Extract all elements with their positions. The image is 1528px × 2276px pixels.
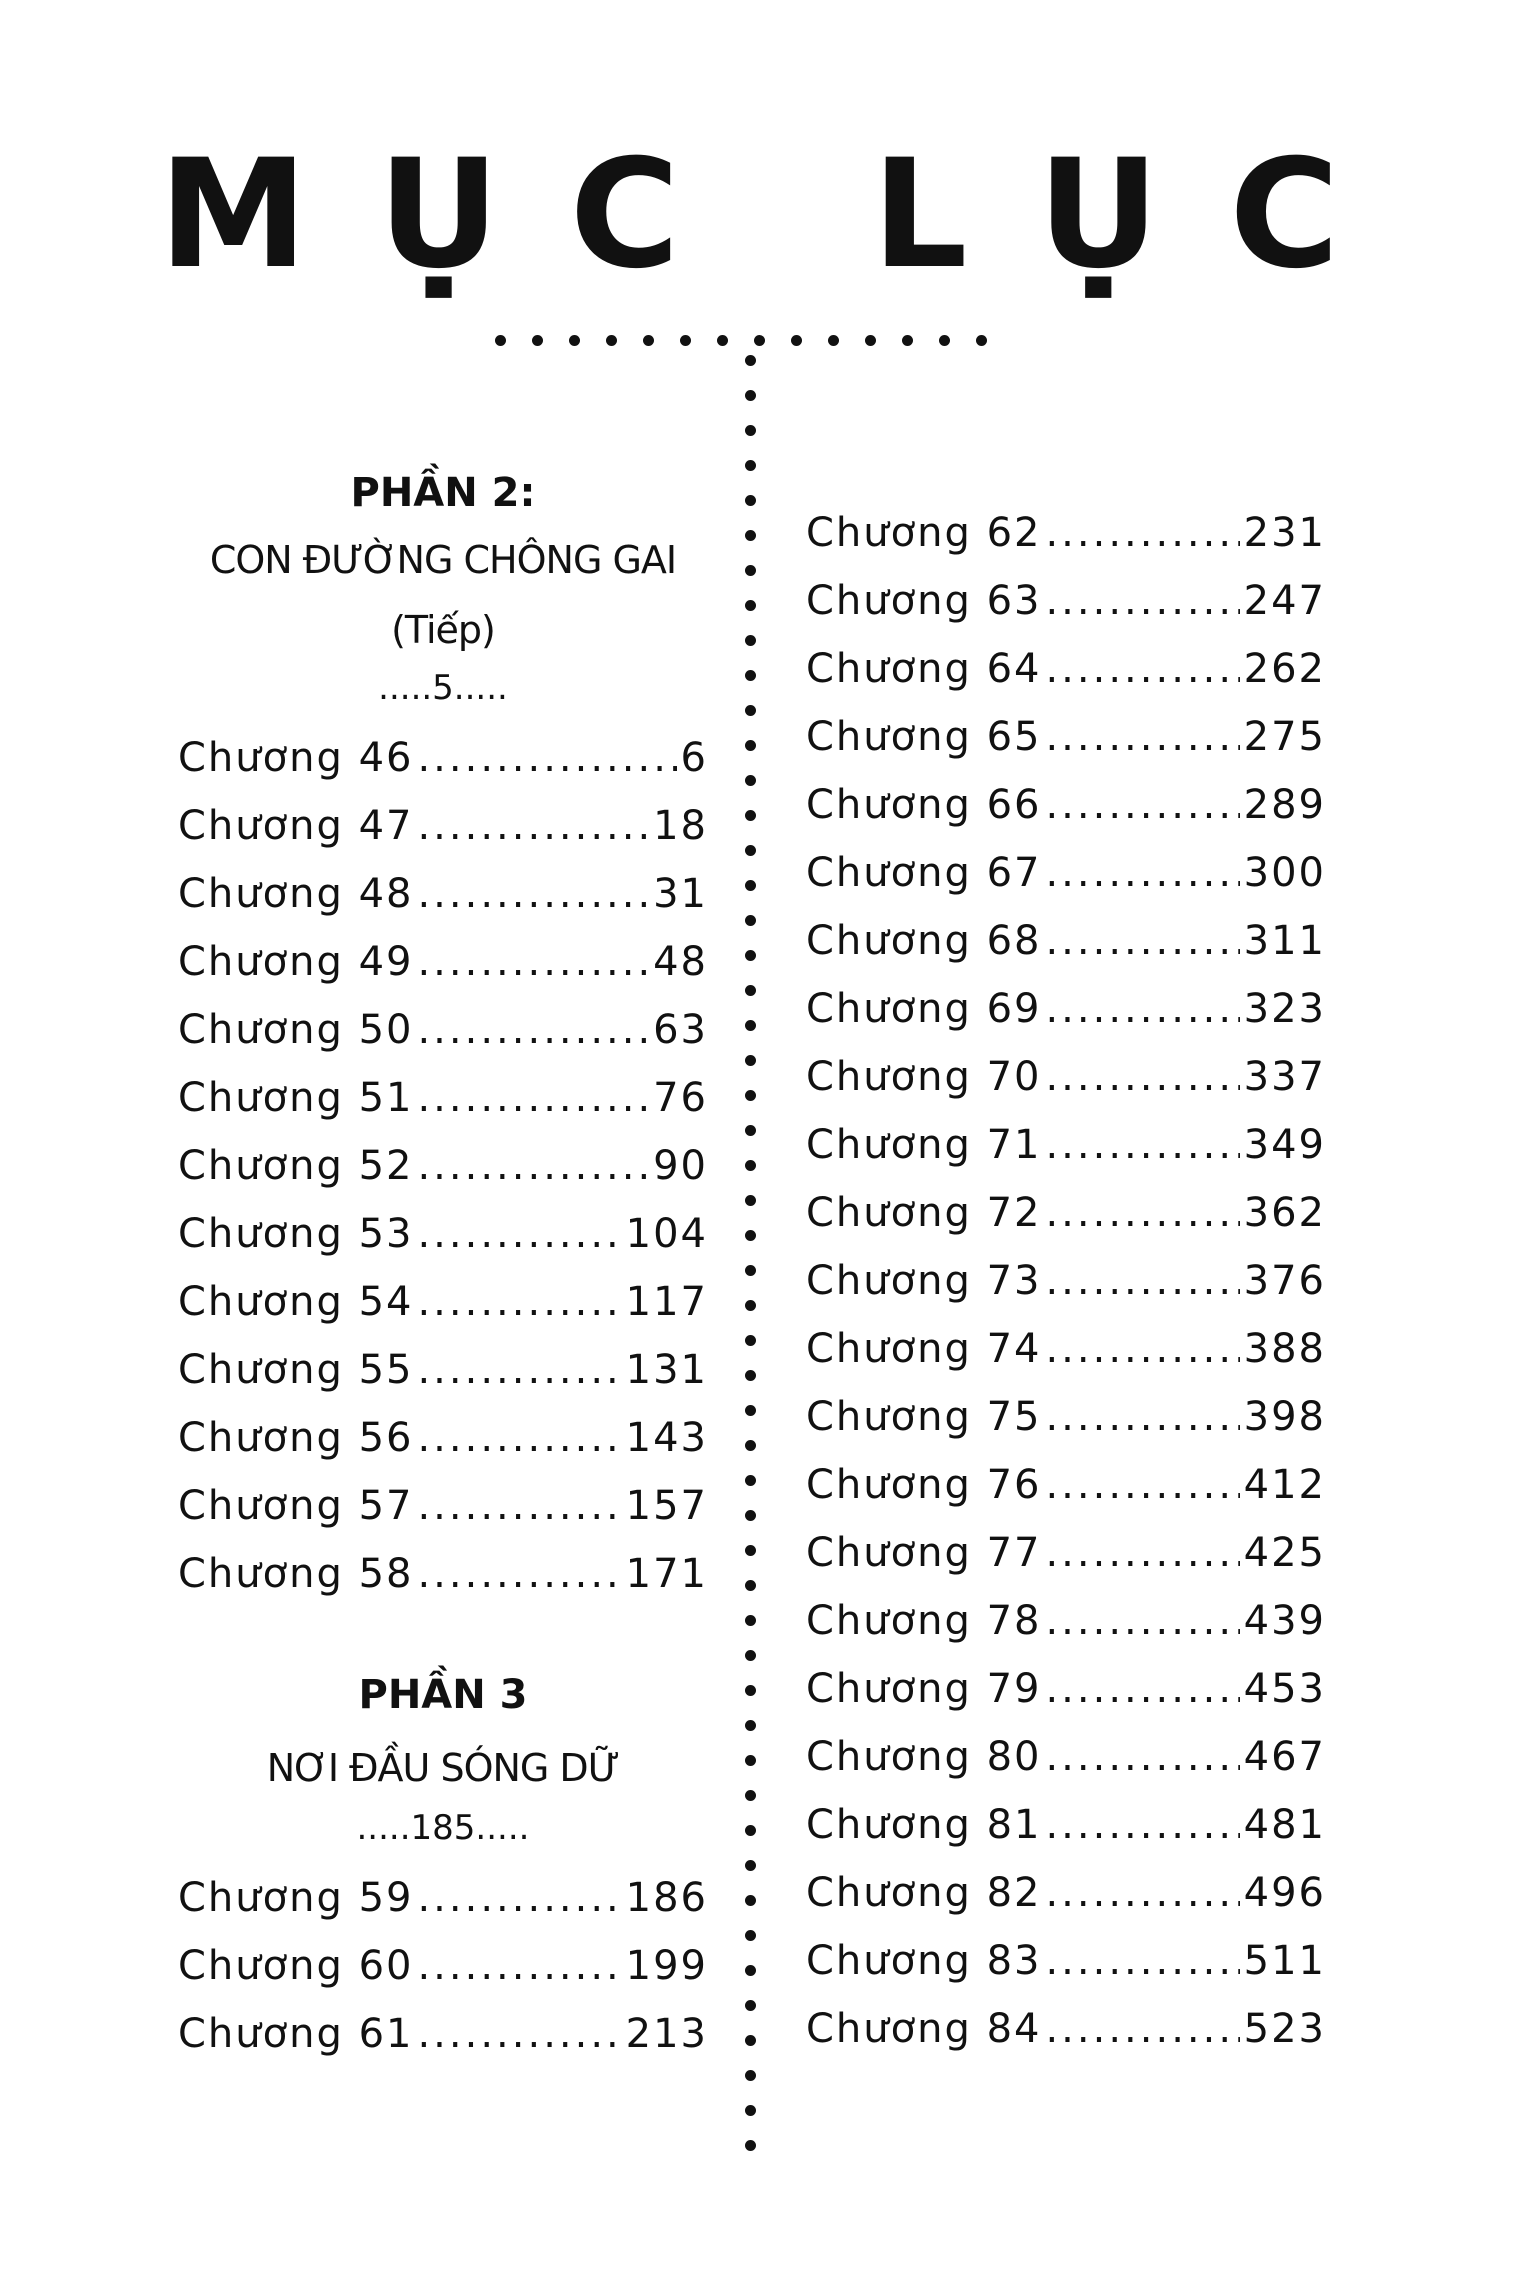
chapter-name: Chương 55: [178, 1347, 414, 1393]
chapter-page-number: 300: [1243, 850, 1326, 896]
dot-leader: [417, 1211, 621, 1257]
chapter-page-number: 262: [1243, 646, 1326, 692]
chapter-name: Chương 52: [178, 1143, 414, 1189]
divider-dot: [745, 705, 756, 716]
chapter-page-number: 48: [653, 939, 708, 985]
chapter-name: Chương 46: [178, 735, 414, 781]
divider-dot: [745, 1370, 756, 1381]
chapter-page-number: 398: [1243, 1394, 1326, 1440]
divider-dot: [745, 1545, 756, 1556]
chapter-name: Chương 54: [178, 1279, 414, 1325]
toc-entry[interactable]: [806, 918, 1326, 968]
toc-entry[interactable]: [178, 1211, 708, 1261]
toc-entry[interactable]: [806, 1122, 1326, 1172]
chapter-page-number: 18: [653, 803, 708, 849]
divider-dot: [745, 2105, 756, 2116]
chapter-name: Chương 79: [806, 1666, 1042, 1712]
chapter-page-number: 439: [1243, 1598, 1326, 1644]
chapter-page-number: 117: [625, 1279, 708, 1325]
divider-dot: [745, 565, 756, 576]
divider-dot: [745, 1195, 756, 1206]
toc-entry[interactable]: [806, 850, 1326, 900]
toc-entry[interactable]: [806, 1598, 1326, 1648]
toc-entry[interactable]: [806, 1870, 1326, 1920]
dot-leader: [1045, 1530, 1239, 1576]
divider-dot: [745, 1860, 756, 1871]
dot-leader: [1045, 1734, 1239, 1780]
toc-entry[interactable]: [806, 782, 1326, 832]
chapter-page-number: 349: [1243, 1122, 1326, 1168]
toc-entry[interactable]: [178, 1007, 708, 1057]
divider-dot: [745, 810, 756, 821]
divider-dot: [745, 880, 756, 891]
toc-entry[interactable]: [178, 939, 708, 989]
chapter-name: Chương 56: [178, 1415, 414, 1461]
toc-entry[interactable]: [178, 1279, 708, 1329]
dot-leader: [417, 1075, 649, 1121]
chapter-page-number: 104: [625, 1211, 708, 1257]
divider-dot: [745, 1650, 756, 1661]
part-2-title: CON ĐƯỜNG CHÔNG GAI: [209, 538, 677, 582]
chapter-name: Chương 62: [806, 510, 1042, 556]
chapter-page-number: 213: [625, 2011, 708, 2057]
dot-leader: [1045, 986, 1239, 1032]
divider-dot: [745, 1090, 756, 1101]
chapter-name: Chương 51: [178, 1075, 414, 1121]
part-2-page: .....5.....: [378, 668, 508, 708]
chapter-page-number: 388: [1243, 1326, 1326, 1372]
divider-dot: [717, 335, 728, 346]
chapter-page-number: 511: [1243, 1938, 1326, 1984]
divider-dot: [976, 335, 987, 346]
divider-dot: [745, 1755, 756, 1766]
divider-dot: [745, 390, 756, 401]
dot-leader: [1045, 578, 1239, 624]
toc-entry[interactable]: [178, 1347, 708, 1397]
divider-dot: [745, 1685, 756, 1696]
divider-dot: [745, 845, 756, 856]
chapter-page-number: 311: [1243, 918, 1326, 964]
divider-dot: [745, 2140, 756, 2151]
dot-leader: [1045, 2006, 1239, 2052]
chapter-page-number: 362: [1243, 1190, 1326, 1236]
dot-leader: [417, 939, 649, 985]
divider-dot: [745, 1720, 756, 1731]
divider-dot: [745, 1965, 756, 1976]
toc-entry[interactable]: [806, 1462, 1326, 1512]
dot-leader: [417, 1347, 621, 1393]
toc-entry[interactable]: [178, 1551, 708, 1601]
divider-dot: [680, 335, 691, 346]
dot-leader: [1045, 1938, 1239, 1984]
dot-leader: [1045, 646, 1239, 692]
part-2-note: (Tiếp): [391, 608, 495, 652]
dot-leader: [1045, 1190, 1239, 1236]
divider-dot: [745, 1335, 756, 1346]
divider-dot: [606, 335, 617, 346]
chapter-page-number: 453: [1243, 1666, 1326, 1712]
toc-entry[interactable]: [806, 578, 1326, 628]
toc-entry[interactable]: [178, 1875, 708, 1925]
divider-dot: [791, 335, 802, 346]
chapter-page-number: 425: [1243, 1530, 1326, 1576]
chapter-name: Chương 53: [178, 1211, 414, 1257]
dot-leader: [1045, 1258, 1239, 1304]
toc-entry[interactable]: [806, 1394, 1326, 1444]
chapter-page-number: 63: [653, 1007, 708, 1053]
toc-entry[interactable]: [806, 1938, 1326, 1988]
divider-dot: [745, 355, 756, 366]
divider-dot: [745, 1160, 756, 1171]
divider-dot: [828, 335, 839, 346]
chapter-name: Chương 66: [806, 782, 1042, 828]
divider-dot: [745, 1790, 756, 1801]
chapter-name: Chương 68: [806, 918, 1042, 964]
chapter-name: Chương 65: [806, 714, 1042, 760]
part-3-label: PHẦN 3: [358, 1672, 528, 1718]
dot-leader: [1045, 1326, 1239, 1372]
chapter-name: Chương 72: [806, 1190, 1042, 1236]
divider-dot: [745, 495, 756, 506]
toc-entry[interactable]: [806, 646, 1326, 696]
divider-dot: [745, 1615, 756, 1626]
toc-entry[interactable]: [178, 871, 708, 921]
toc-entry[interactable]: [178, 803, 708, 853]
horizontal-dot-divider: [495, 335, 1015, 349]
chapter-page-number: 231: [1243, 510, 1326, 556]
chapter-page-number: 90: [653, 1143, 708, 1189]
chapter-page-number: 467: [1243, 1734, 1326, 1780]
chapter-page-number: 171: [625, 1551, 708, 1597]
dot-leader: [417, 1007, 649, 1053]
dot-leader: [417, 1551, 621, 1597]
chapter-name: Chương 59: [178, 1875, 414, 1921]
divider-dot: [745, 915, 756, 926]
chapter-name: Chương 76: [806, 1462, 1042, 1508]
divider-dot: [532, 335, 543, 346]
chapter-name: Chương 49: [178, 939, 414, 985]
divider-dot: [939, 335, 950, 346]
chapter-page-number: 481: [1243, 1802, 1326, 1848]
dot-leader: [417, 1875, 621, 1921]
chapter-name: Chương 73: [806, 1258, 1042, 1304]
chapter-name: Chương 77: [806, 1530, 1042, 1576]
divider-dot: [745, 1405, 756, 1416]
chapter-name: Chương 50: [178, 1007, 414, 1053]
divider-dot: [745, 1825, 756, 1836]
divider-dot: [745, 1265, 756, 1276]
chapter-page-number: 247: [1243, 578, 1326, 624]
chapter-page-number: 323: [1243, 986, 1326, 1032]
dot-leader: [417, 1143, 649, 1189]
divider-dot: [643, 335, 654, 346]
chapter-name: Chương 83: [806, 1938, 1042, 1984]
dot-leader: [417, 2011, 621, 2057]
divider-dot: [745, 530, 756, 541]
chapter-name: Chương 69: [806, 986, 1042, 1032]
part-3-page: .....185.....: [356, 1808, 530, 1848]
chapter-name: Chương 60: [178, 1943, 414, 1989]
chapter-name: Chương 78: [806, 1598, 1042, 1644]
chapter-name: Chương 82: [806, 1870, 1042, 1916]
toc-entry[interactable]: [178, 1415, 708, 1465]
chapter-name: Chương 63: [806, 578, 1042, 624]
chapter-page-number: 289: [1243, 782, 1326, 828]
chapter-name: Chương 70: [806, 1054, 1042, 1100]
chapter-page-number: 76: [653, 1075, 708, 1121]
dot-leader: [1045, 1870, 1239, 1916]
page-title: MỤC LỤC: [158, 128, 1410, 302]
chapter-page-number: 31: [653, 871, 708, 917]
divider-dot: [745, 1580, 756, 1591]
divider-dot: [745, 670, 756, 681]
vertical-dot-divider: [745, 355, 759, 2185]
divider-dot: [745, 1930, 756, 1941]
toc-entry[interactable]: [178, 1483, 708, 1533]
part-2-label: PHẦN 2:: [350, 470, 536, 516]
dot-leader: [1045, 1666, 1239, 1712]
chapter-page-number: 186: [625, 1875, 708, 1921]
divider-dot: [754, 335, 765, 346]
chapter-name: Chương 74: [806, 1326, 1042, 1372]
divider-dot: [745, 775, 756, 786]
chapter-page-number: 523: [1243, 2006, 1326, 2052]
chapter-page-number: 412: [1243, 1462, 1326, 1508]
dot-leader: [417, 871, 649, 917]
dot-leader: [417, 803, 649, 849]
divider-dot: [745, 985, 756, 996]
dot-leader: [1045, 510, 1239, 556]
toc-entry[interactable]: [806, 2006, 1326, 2056]
dot-leader: [1045, 1462, 1239, 1508]
divider-dot: [745, 1895, 756, 1906]
divider-dot: [745, 2035, 756, 2046]
chapter-name: Chương 71: [806, 1122, 1042, 1168]
divider-dot: [745, 2070, 756, 2081]
dot-leader: [1045, 1598, 1239, 1644]
chapter-name: Chương 84: [806, 2006, 1042, 2052]
toc-entry[interactable]: [178, 735, 708, 785]
divider-dot: [902, 335, 913, 346]
toc-entry[interactable]: [178, 1075, 708, 1125]
toc-entry[interactable]: [806, 1054, 1326, 1104]
toc-entry[interactable]: [806, 986, 1326, 1036]
chapter-page-number: 157: [625, 1483, 708, 1529]
dot-leader: [1045, 918, 1239, 964]
dot-leader: [1045, 850, 1239, 896]
divider-dot: [745, 635, 756, 646]
divider-dot: [745, 1440, 756, 1451]
toc-entry[interactable]: [806, 714, 1326, 764]
dot-leader: [417, 1943, 621, 1989]
divider-dot: [745, 950, 756, 961]
chapter-name: Chương 81: [806, 1802, 1042, 1848]
chapter-page-number: 6: [680, 735, 708, 781]
toc-entry[interactable]: [178, 1943, 708, 1993]
chapter-page-number: 143: [625, 1415, 708, 1461]
divider-dot: [745, 1230, 756, 1241]
toc-entry[interactable]: [178, 2011, 708, 2061]
dot-leader: [1045, 782, 1239, 828]
divider-dot: [745, 460, 756, 471]
divider-dot: [745, 425, 756, 436]
toc-entry[interactable]: [806, 1666, 1326, 1716]
dot-leader: [417, 1415, 621, 1461]
chapter-page-number: 496: [1243, 1870, 1326, 1916]
divider-dot: [745, 600, 756, 611]
toc-entry[interactable]: [806, 1802, 1326, 1852]
chapter-page-number: 337: [1243, 1054, 1326, 1100]
divider-dot: [569, 335, 580, 346]
toc-entry[interactable]: [806, 1530, 1326, 1580]
divider-dot: [745, 1475, 756, 1486]
chapter-name: Chương 47: [178, 803, 414, 849]
toc-entry[interactable]: [806, 510, 1326, 560]
divider-dot: [745, 2000, 756, 2011]
chapter-name: Chương 58: [178, 1551, 414, 1597]
divider-dot: [745, 1020, 756, 1031]
divider-dot: [495, 335, 506, 346]
chapter-page-number: 131: [625, 1347, 708, 1393]
toc-entry[interactable]: [178, 1143, 708, 1193]
chapter-name: Chương 67: [806, 850, 1042, 896]
chapter-page-number: 376: [1243, 1258, 1326, 1304]
chapter-name: Chương 61: [178, 2011, 414, 2057]
dot-leader: [1045, 1802, 1239, 1848]
divider-dot: [865, 335, 876, 346]
divider-dot: [745, 740, 756, 751]
divider-dot: [745, 1300, 756, 1311]
divider-dot: [745, 1125, 756, 1136]
chapter-name: Chương 75: [806, 1394, 1042, 1440]
dot-leader: [1045, 714, 1239, 760]
chapter-name: Chương 80: [806, 1734, 1042, 1780]
chapter-page-number: 199: [625, 1943, 708, 1989]
dot-leader: [1045, 1122, 1239, 1168]
toc-entry[interactable]: [806, 1190, 1326, 1240]
toc-entry[interactable]: [806, 1258, 1326, 1308]
dot-leader: [1045, 1394, 1239, 1440]
divider-dot: [745, 1055, 756, 1066]
chapter-page-number: 275: [1243, 714, 1326, 760]
divider-dot: [745, 1510, 756, 1521]
chapter-name: Chương 57: [178, 1483, 414, 1529]
chapter-name: Chương 64: [806, 646, 1042, 692]
chapter-name: Chương 48: [178, 871, 414, 917]
part-3-title: NƠI ĐẦU SÓNG DỮ: [266, 1746, 620, 1790]
dot-leader: [417, 735, 676, 781]
dot-leader: [417, 1279, 621, 1325]
dot-leader: [417, 1483, 621, 1529]
dot-leader: [1045, 1054, 1239, 1100]
toc-entry[interactable]: [806, 1326, 1326, 1376]
toc-entry[interactable]: [806, 1734, 1326, 1784]
